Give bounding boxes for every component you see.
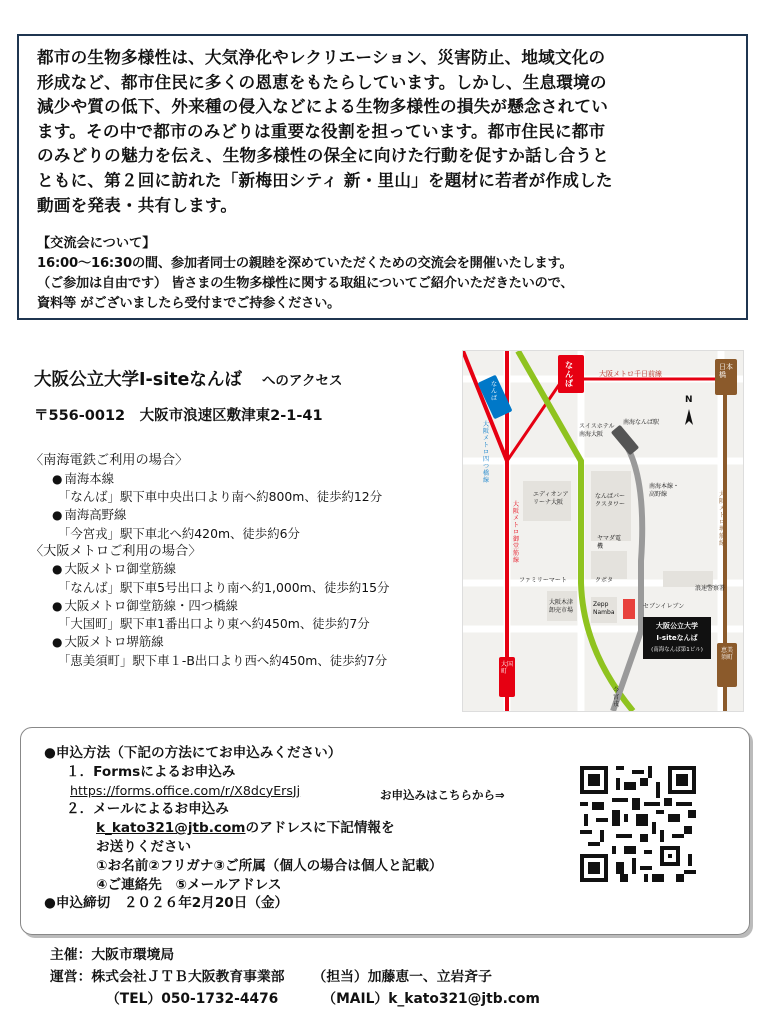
map-label-namba: なんば (565, 361, 573, 388)
route-line-detail: 「なんば」駅下車5号出口より南へ約1,000m、徒歩約15分 (58, 579, 390, 595)
intro-line: 減少や質の低下、外来種の侵入などによる生物多様性の損失が懸念されてい (37, 97, 608, 117)
forms-title: １．Formsによるお申込み (66, 763, 236, 780)
map-label-zepp: Zepp Namba (593, 601, 615, 616)
access-title (34, 366, 343, 391)
route-list (30, 452, 389, 669)
forms-url-link[interactable]: https://forms.office.com/r/X8dcyErsJj (70, 782, 301, 798)
mail-send: お送りください (96, 838, 192, 855)
intro-line: 形成など、都市住民に多くの恩恵をもたらしています。しかし、生息環境の (37, 72, 607, 92)
footer-operator: 運営：株式会社ＪＴＢ大阪教育事業部 (50, 969, 285, 985)
access-suffix: へのアクセス (261, 373, 343, 389)
apply-here-label: お申込みはこちらから⇒ (380, 788, 505, 802)
exchange-heading: 【交流会について】 (37, 236, 156, 252)
map-label-venue: 大阪公立大学 (656, 622, 698, 630)
intro-line: 都市の生物多様性は、大気浄化やレクリエーション、災害防止、地域文化の (37, 48, 606, 67)
intro-box (17, 34, 748, 320)
footer-contact-person: （担当）加藤恵一、立岩斉子 (312, 969, 492, 985)
route-line-detail: 「今宮戎」駅下車北へ約420m、徒歩約6分 (58, 525, 300, 541)
footer-contact-row (50, 988, 540, 1010)
route-line-name: ● 南海本線 (30, 470, 389, 489)
map-label-edion: エディオンアリーナ大阪 (533, 491, 569, 506)
application-details (44, 744, 443, 913)
map-label-ebisucho: 恵美須町 (721, 647, 734, 661)
access-map (462, 350, 744, 712)
map-label-venue-building: (南海なんば第1ビル) (651, 647, 703, 653)
map-label-yotsubashi: 大阪メトロ四つ橋線 (483, 421, 490, 484)
footer-mail: （MAIL）k_kato321@jtb.com (322, 991, 540, 1007)
intro-line: のみどりの魅力を伝え、生物多様性の保全に向けた行動を促すか話し合うと (37, 146, 609, 166)
map-label-midosuji: 大阪メトロ御堂筋線 (513, 501, 520, 564)
venue-name: 大阪公立大学I-siteなんば (34, 370, 242, 390)
mail-line (44, 819, 443, 838)
mail-address-link[interactable]: k_kato321@jtb.com (96, 820, 246, 837)
intro-line: ともに、第２回に訪れた「新梅田シティ 新・里山」を題材に若者が作成した (37, 170, 613, 190)
mail-suffix: のアドレスに下記情報を (245, 820, 395, 837)
map-graphic (463, 351, 743, 711)
map-label-sakaisuji: 大阪メトロ堺筋線 (719, 491, 726, 547)
route-group-heading: 〈大阪メトロご利用の場合〉 (30, 543, 202, 559)
map-label-nankai-station: 南海なんば駅 (623, 419, 660, 426)
route-group-heading: 〈南海電鉄ご利用の場合〉 (30, 453, 189, 468)
footer (50, 944, 540, 1010)
map-label-familymart: ファミリーマート (519, 577, 567, 584)
apply-heading: ●申込方法（下記の方法にてお申込みください） (44, 745, 342, 761)
route-line-name: ● 大阪メトロ御堂筋線 (30, 560, 389, 579)
qr-code[interactable] (580, 766, 696, 882)
route-line-name: ● 大阪メトロ堺筋線 (30, 633, 389, 652)
map-label-nipponbashi: 日本橋 (719, 363, 733, 379)
map-label-namba-yotsubashi: なんば (491, 381, 498, 402)
required-items-1: ①お名前②フリガナ③ご所属（個人の場合は個人と記載） (96, 857, 443, 874)
footer-operator-row (50, 966, 540, 988)
exchange-line: 資料等 がございましたら受付までご持参ください。 (37, 296, 341, 312)
route-line-detail: 「大国町」駅下車1番出口より東へ約450m、徒歩約7分 (58, 616, 370, 632)
map-label-daikokucho: 大国町 (501, 661, 514, 675)
map-label-kizu: 大阪木津卸売市場 (549, 599, 574, 614)
map-label-kubota: クボタ (595, 577, 614, 584)
exchange-line: （ご参加は自由です） 皆さまの生物多様性に関する取組についてご紹介いただきたいので、 (37, 276, 574, 292)
route-line-detail: 「恵美須町」駅下車１-B出口より西へ約450m、徒歩約7分 (58, 652, 388, 668)
mail-title: ２．メールによるお申込み (66, 801, 229, 818)
map-label-hotel: スイスホテル南海大阪 (579, 423, 615, 438)
map-label-sennichimae: 大阪メトロ千日前線 (599, 370, 662, 378)
footer-tel: （TEL）050-1732-4476 (106, 991, 279, 1007)
venue-address: 〒556-0012 大阪市浪速区敷津東2-1-41 (34, 408, 323, 424)
footer-host: 主催：大阪市環境局 (50, 947, 175, 963)
intro-line: 動画を発表・共有します。 (37, 195, 238, 215)
route-line-name: ● 南海高野線 (30, 506, 389, 525)
map-label-keisatsu: 浪速警察署 (695, 585, 726, 592)
exchange-line: 16:00～16:30の間、参加者同士の親睦を深めていただくための交流会を開催いたします。 (37, 256, 573, 272)
map-label-yamada: ヤマダ電機 (597, 535, 622, 550)
required-items-2: ④ご連絡先 ⑤メールアドレス (96, 876, 282, 893)
map-label-venue-isite: I-siteなんば (656, 634, 698, 642)
map-label-parks: なんばパークスタワー (595, 493, 626, 508)
map-label-seven: セブンイレブン (643, 603, 685, 610)
map-label-imamiya: 今宮戎 (613, 687, 620, 708)
route-line-detail: 「なんば」駅下車中央出口より南へ約800m、徒歩約12分 (58, 489, 383, 505)
route-line-name: ● 大阪メトロ御堂筋線・四つ橋線 (30, 597, 389, 616)
map-label-nankai-line: 南海本線・高野線 (649, 483, 680, 498)
deadline: ●申込締切 ２０２６年2月20日（金） (44, 895, 289, 912)
intro-line: ます。その中で都市のみどりは重要な役割を担っています。都市住民に都市 (37, 121, 606, 141)
north-icon: N (685, 395, 693, 405)
